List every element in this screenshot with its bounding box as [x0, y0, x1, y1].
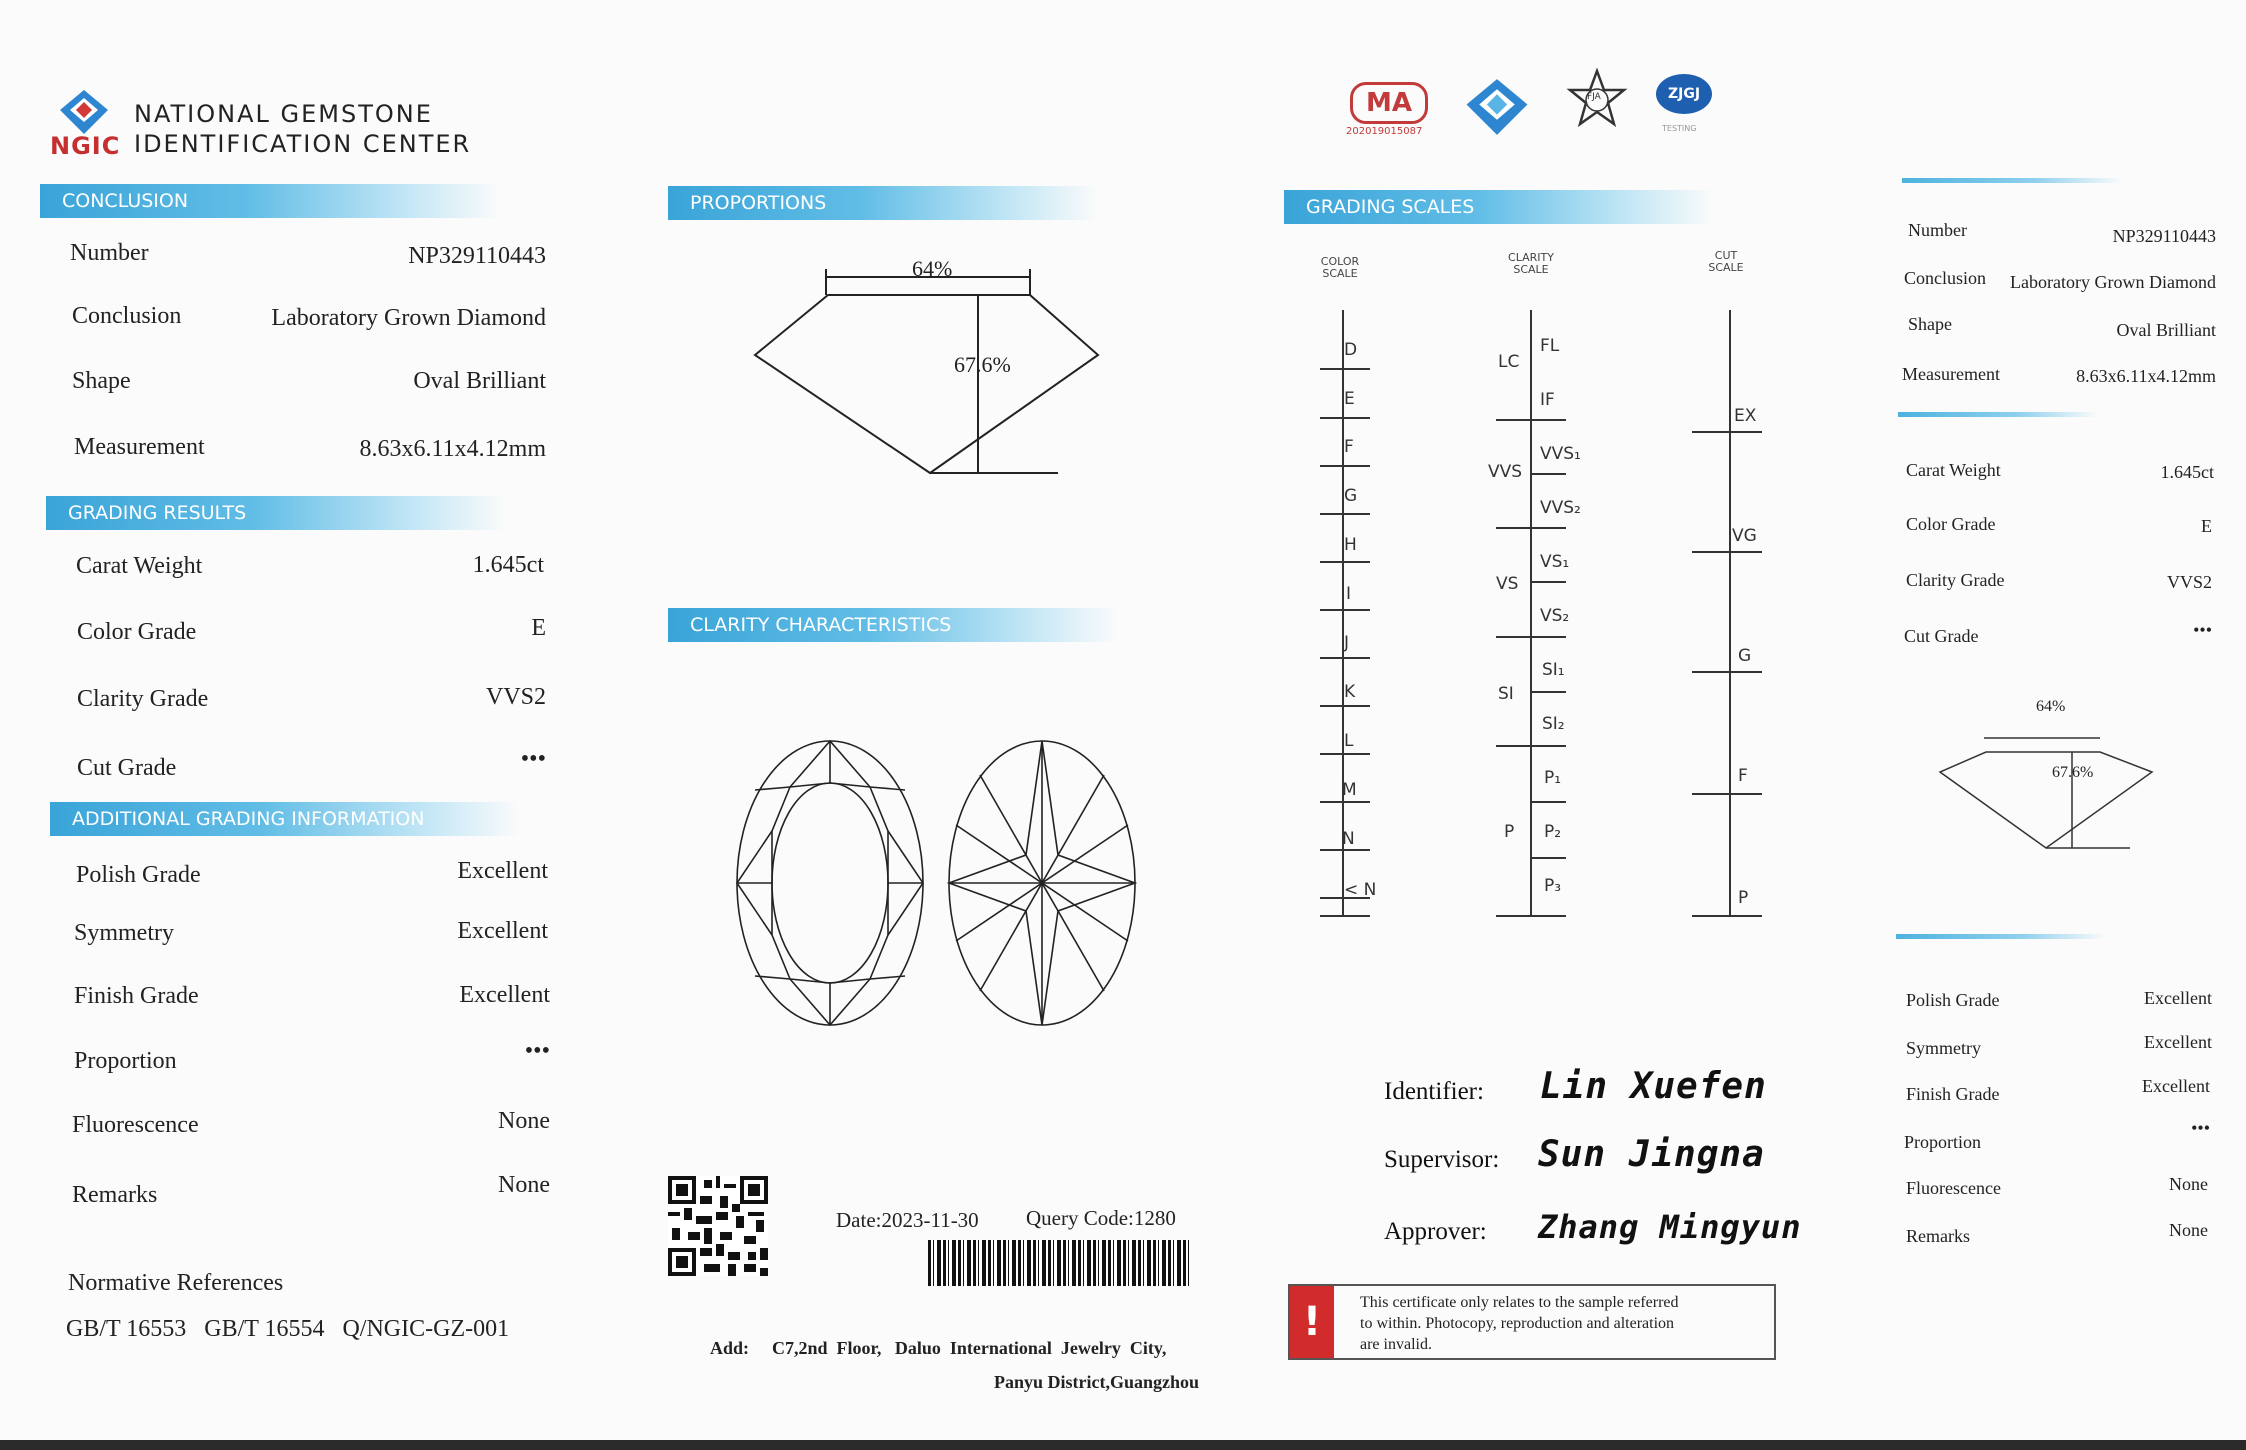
summary-proportion-label: Proportion [1904, 1132, 1982, 1152]
clarity-fl: FL [1540, 336, 1560, 356]
conclusion-label: Conclusion [72, 303, 182, 329]
approver-label: Approver: [1384, 1218, 1487, 1245]
clarity-grade-label: Clarity Grade [77, 686, 209, 712]
summary-number-label: Number [1908, 220, 1967, 240]
summary-finish-value: Excellent [2142, 1076, 2210, 1096]
ma-logo-icon: MA [1350, 82, 1428, 124]
measurement-label: Measurement [74, 434, 205, 460]
color-grade-label: Color Grade [77, 619, 197, 645]
summary-proportion-diagram [1934, 712, 2154, 862]
summary-carat-value: 1.645ct [2160, 462, 2214, 482]
clarity-group-vvs: VVS [1488, 462, 1523, 482]
cut-p: P [1738, 888, 1749, 908]
clarity-p3: P₃ [1544, 876, 1562, 896]
summary-measurement-label: Measurement [1902, 364, 2000, 384]
proportion-value: ••• [524, 1038, 550, 1064]
summary-remarks-label: Remarks [1906, 1226, 1970, 1246]
summary-symmetry-value: Excellent [2144, 1032, 2212, 1052]
number-label: Number [70, 240, 149, 266]
address-line2: Panyu District,Guangzhou [994, 1372, 1200, 1392]
qr-code[interactable] [668, 1176, 768, 1276]
color-scale-j: J [1344, 633, 1350, 653]
grading-scales-ruler [1290, 300, 1780, 930]
supervisor-signature: Sun Jingna [1538, 1134, 1765, 1175]
summary-remarks-value: None [2169, 1220, 2208, 1240]
clarity-grade-value: VVS2 [485, 684, 546, 710]
address-line1: C7,2nd Floor, Daluo International Jewelry City, [772, 1338, 1167, 1358]
zjgj-testing: TESTING [1662, 124, 1697, 133]
summary-polish-value: Excellent [2144, 988, 2212, 1008]
ma-code: 202019015087 [1346, 126, 1423, 137]
ngic-abbr: NGIC [50, 132, 121, 160]
color-scale-l: L [1344, 731, 1354, 751]
number-value: NP329110443 [408, 243, 546, 269]
summary-measurement-value: 8.63x6.11x4.12mm [2076, 366, 2216, 386]
color-scale-below-n: < N [1344, 880, 1377, 900]
identifier-label: Identifier: [1384, 1078, 1484, 1105]
clarity-p1: P₁ [1544, 768, 1562, 788]
clarity-si2: SI₂ [1542, 714, 1565, 734]
clarity-group-p: P [1504, 822, 1515, 842]
summary-finish-label: Finish Grade [1906, 1084, 2000, 1104]
remarks-value: None [498, 1172, 550, 1198]
summary-number-value: NP329110443 [2112, 226, 2216, 246]
table-percent: 64% [912, 256, 953, 281]
identifier-signature: Lin Xuefen [1540, 1066, 1767, 1107]
org-name-line1: NATIONAL GEMSTONE [134, 100, 433, 128]
color-scale-e: E [1344, 389, 1355, 409]
summary-conclusion-value: Laboratory Grown Diamond [2010, 272, 2216, 292]
summary-rule-bottom [1896, 934, 2106, 939]
grading-results-header: GRADING RESULTS [46, 496, 506, 530]
symmetry-label: Symmetry [74, 920, 174, 946]
proportion-label: Proportion [74, 1048, 177, 1074]
grading-scales-header: GRADING SCALES [1284, 190, 1714, 224]
summary-conclusion-label: Conclusion [1904, 268, 1987, 288]
address-label: Add: [710, 1338, 750, 1358]
org-name-line2: IDENTIFICATION CENTER [134, 130, 472, 158]
carat-label: Carat Weight [76, 553, 203, 579]
clarity-vs1: VS₁ [1540, 552, 1570, 572]
symmetry-value: Excellent [457, 918, 548, 944]
conclusion-header: CONCLUSION [40, 184, 500, 218]
clarity-plot-diagram [730, 735, 1140, 1035]
issue-date: Date:2023-11-30 [836, 1208, 979, 1232]
measurement-value: 8.63x6.11x4.12mm [359, 436, 546, 462]
color-scale-n: N [1342, 829, 1355, 849]
summary-rule-top [1902, 178, 2122, 183]
fluorescence-label: Fluorescence [72, 1112, 199, 1138]
summary-color-value: E [2201, 516, 2212, 536]
fja-text: FJA [1587, 92, 1601, 102]
clarity-if: IF [1540, 390, 1555, 410]
additional-info-header: ADDITIONAL GRADING INFORMATION [50, 802, 520, 836]
shape-label: Shape [72, 368, 131, 394]
summary-rule-mid [1898, 412, 2098, 417]
polish-value: Excellent [457, 858, 548, 884]
remarks-label: Remarks [72, 1182, 158, 1208]
conclusion-value: Laboratory Grown Diamond [271, 305, 546, 331]
clarity-characteristics-header: CLARITY CHARACTERISTICS [668, 608, 1118, 642]
color-scale-g: G [1344, 486, 1358, 506]
summary-color-label: Color Grade [1906, 514, 1996, 534]
cut-ex: EX [1734, 406, 1757, 426]
color-grade-value: E [531, 615, 546, 641]
summary-polish-label: Polish Grade [1906, 990, 2000, 1010]
warning-icon: ! [1290, 1286, 1334, 1358]
clarity-group-si: SI [1498, 684, 1514, 704]
summary-proportion-value: ••• [2191, 1118, 2210, 1138]
clarity-si1: SI₁ [1542, 660, 1565, 680]
cut-f: F [1738, 766, 1748, 786]
color-scale-h: H [1344, 535, 1357, 555]
proportion-diagram [740, 255, 1110, 485]
cut-vg: VG [1732, 526, 1757, 546]
color-scale-m: M [1342, 780, 1357, 800]
color-scale-head: COLOR SCALE [1320, 255, 1360, 280]
summary-table-percent: 64% [2036, 698, 2066, 715]
summary-symmetry-label: Symmetry [1906, 1038, 1981, 1058]
clarity-group-lc: LC [1498, 352, 1520, 372]
clarity-vs2: VS₂ [1540, 606, 1570, 626]
cut-grade-value: ••• [520, 746, 546, 772]
summary-cut-value: ••• [2193, 620, 2212, 640]
summary-carat-label: Carat Weight [1906, 460, 2001, 480]
normative-references-list: GB/T 16553 GB/T 16554 Q/NGIC-GZ-001 [66, 1316, 510, 1342]
cut-grade-label: Cut Grade [77, 755, 177, 781]
fluorescence-value: None [498, 1108, 550, 1134]
summary-depth-percent: 67.6% [2052, 764, 2094, 781]
summary-shape-label: Shape [1908, 314, 1952, 334]
depth-percent: 67.6% [954, 352, 1011, 377]
query-code: Query Code:1280 [1026, 1206, 1176, 1230]
clarity-group-vs: VS [1496, 574, 1519, 594]
ngic-logo-icon [58, 88, 110, 136]
approver-signature: Zhang Mingyun [1538, 1208, 1802, 1246]
finish-label: Finish Grade [74, 983, 199, 1009]
zjgj-logo-icon: ZJGJ [1656, 74, 1712, 114]
shape-value: Oval Brilliant [413, 368, 546, 394]
polish-label: Polish Grade [76, 862, 201, 888]
normative-references-title: Normative References [68, 1270, 284, 1296]
disclaimer-text: This certificate only relates to the sample referred to within. Photocopy, reproduction and alteration are invalid. [1360, 1294, 1679, 1353]
supervisor-label: Supervisor: [1384, 1146, 1500, 1173]
color-scale-k: K [1344, 682, 1356, 702]
carat-value: 1.645ct [472, 552, 544, 578]
clarity-scale-head: CLARITY SCALE [1508, 251, 1554, 276]
finish-value: Excellent [459, 982, 550, 1008]
color-scale-f: F [1344, 437, 1354, 457]
clarity-p2: P₂ [1544, 822, 1562, 842]
summary-shape-value: Oval Brilliant [2116, 320, 2216, 340]
proportions-header: PROPORTIONS [668, 186, 1098, 220]
ngic-emblem-icon [1464, 74, 1530, 140]
summary-fluorescence-label: Fluorescence [1906, 1178, 2001, 1198]
summary-cut-label: Cut Grade [1904, 626, 1979, 646]
clarity-vvs1: VVS₁ [1540, 444, 1581, 464]
summary-clarity-value: VVS2 [2166, 572, 2212, 592]
summary-fluorescence-value: None [2169, 1174, 2208, 1194]
clarity-vvs2: VVS₂ [1540, 498, 1581, 518]
color-scale-d: D [1344, 340, 1358, 360]
cut-g: G [1738, 646, 1752, 666]
summary-clarity-label: Clarity Grade [1906, 570, 2005, 590]
barcode[interactable] [928, 1240, 1190, 1286]
color-scale-i: I [1346, 584, 1352, 604]
cut-scale-head: CUT SCALE [1708, 249, 1744, 274]
